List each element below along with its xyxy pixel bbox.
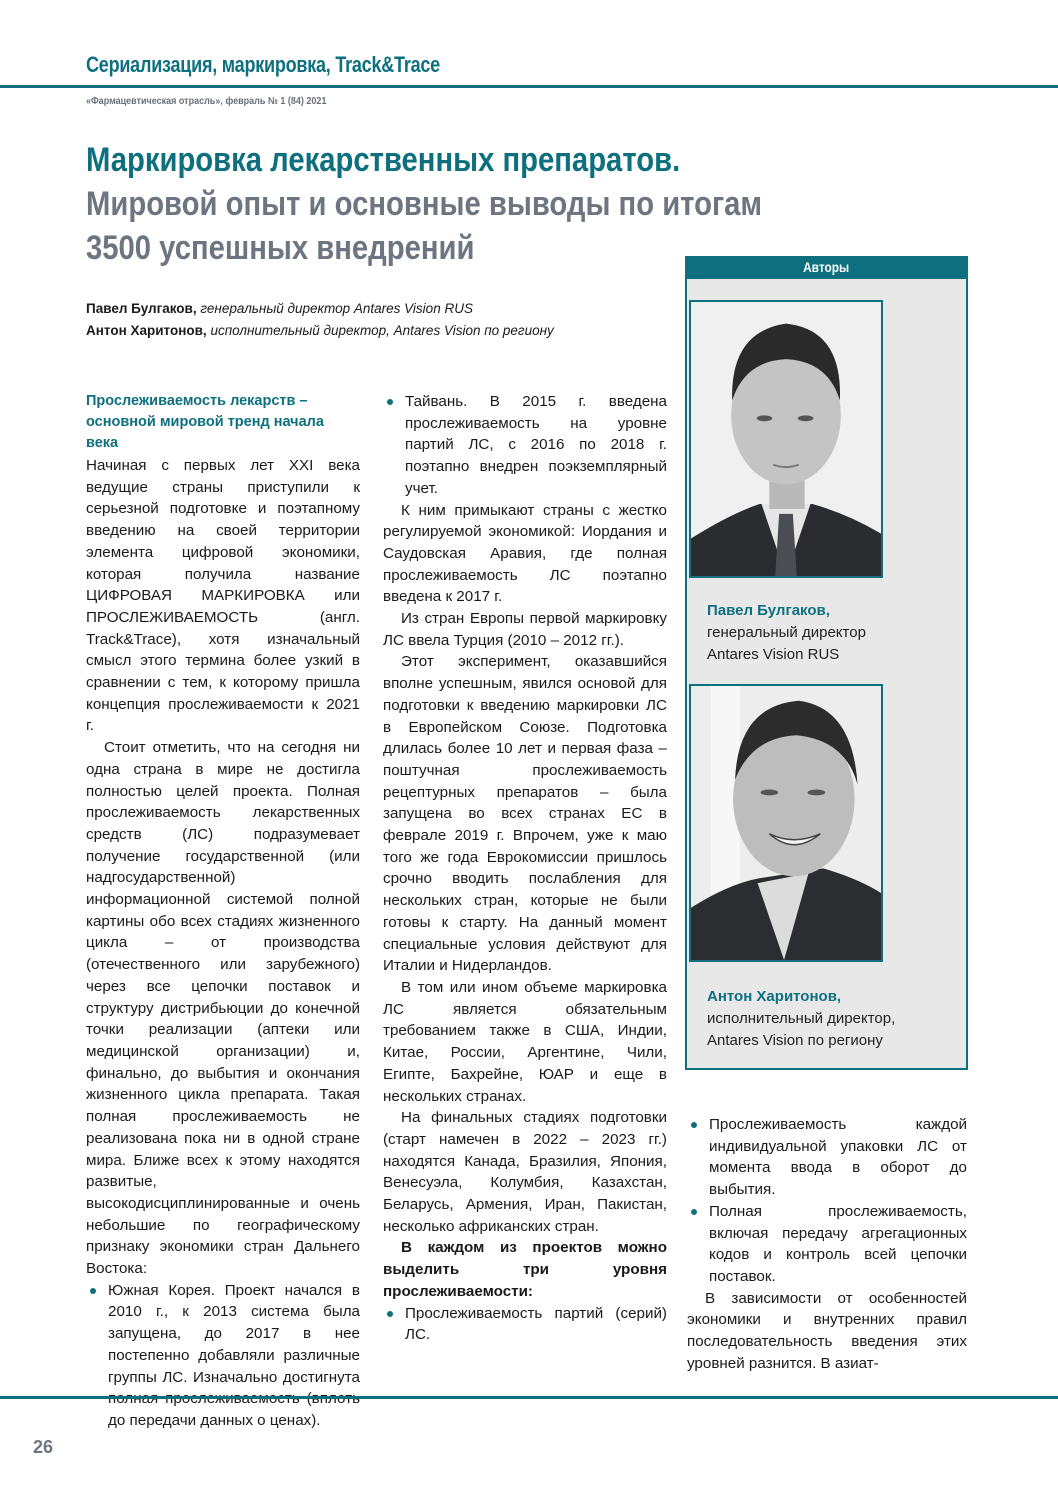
authors-sidebar — [685, 256, 968, 1070]
list-item: Прослеживаемость партий (серий) ЛС. — [383, 1303, 667, 1346]
header-divider — [0, 85, 1058, 88]
byline-author-2 — [86, 320, 554, 342]
author-photo-1 — [689, 300, 883, 578]
author-role: исполнительный директор, Antares Vision по региону — [210, 323, 554, 338]
paragraph: На финальных стадиях подготовки (старт намечен в 2022 – 2023 гг.) находятся Канада, Бразилия, Япония, Венесуэла, Колумбия, Казахстан, Беларусь, Армения, Иран, Пакистан, несколько африканских стран. — [383, 1109, 667, 1235]
column-3 — [687, 1114, 967, 1374]
page-number: 26 — [33, 1437, 54, 1457]
author-caption-1 — [707, 600, 866, 666]
byline — [86, 298, 554, 342]
author-name: Антон Харитонов, — [707, 988, 842, 1005]
author-company: Antares Vision по региону — [707, 1032, 883, 1049]
author-name: Павел Булгаков, — [86, 301, 197, 316]
title-line-2: Мировой опыт и основные выводы по итогам — [86, 185, 763, 223]
paragraph: Из стран Европы первой маркировку ЛС ввела Турция (2010 – 2012 гг.). — [383, 610, 667, 649]
paragraph: В зависимости от особенностей экономики и внутренних правил последовательность введения этих уровней разнится. В азиат- — [687, 1289, 967, 1372]
country-list-continued — [383, 391, 667, 500]
footer-divider — [0, 1396, 1058, 1399]
author-name: Павел Булгаков, — [707, 602, 830, 619]
section-subheading: Прослеживаемость лекарств – основной мировой тренд начала века — [86, 393, 324, 451]
levels-list-continued — [687, 1114, 967, 1288]
paragraph: В том или ином объеме маркировка ЛС является обязательным требованием также в США, Индии, Китае, России, Аргентине, Чили, Египте, Бахрейне, ЮАР и еще в нескольких странах. — [383, 978, 667, 1105]
author-company: Antares Vision RUS — [707, 646, 840, 663]
paragraph: Начиная с первых лет XXI века ведущие страны приступили к серьезной подготовке и поэтапному введению на своей территории элемента цифровой экономики, которая получила название ЦИФРОВАЯ МАРКИРОВКА или ПРОСЛЕЖИВАЕМОСТЬ (англ. Track&Trace), хотя изначальный смысл этого термина более узкий в сравнении с тем, к которому пришла концепция прослеживаемости к 2021 г. — [86, 457, 360, 735]
section-title: Сериализация, маркировка, Track&Trace — [86, 52, 440, 77]
paragraph: К ним примыкают страны с жестко регулируемой экономикой: Иордания и Саудовская Аравия, где полная прослеживаемость ЛС поэтапно введена к 2017 г. — [383, 501, 667, 606]
list-item: Полная прослеживаемость, включая передачу агрегационных кодов и контроль всей цепочки поставок. — [687, 1201, 967, 1288]
author-caption-2 — [707, 986, 895, 1052]
title-line-3: 3500 успешных внедрений — [86, 229, 475, 267]
author-role: генеральный директор — [707, 624, 866, 641]
paragraph: Этот эксперимент, оказавшийся вполне успешным, явился основой для подготовки к введению маркировки ЛС в Европейском Союзе. Подготовка длилась более 10 лет и первая фаза – поштучная прослеживаемость рецептурных препаратов – была запущена во всех странах ЕС в феврале 2019 г. Впрочем, уже к маю того же года Еврокомиссии пришлось срочно вводить послабления для нескольких стран, которые не были готовы к старту. На данный момент специальные условия действуют для Италии и Нидерландов. — [383, 653, 667, 975]
list-item: Прослеживаемость каждой индивидуальной упаковки ЛС от момента ввода в оборот до выбытия. — [687, 1114, 967, 1201]
column-2 — [383, 391, 667, 1346]
country-list — [86, 1280, 360, 1432]
title-line-1: Маркировка лекарственных препаратов. — [86, 141, 681, 179]
article-title — [86, 138, 762, 270]
author-role: генеральный директор Antares Vision RUS — [200, 301, 473, 316]
byline-author-1 — [86, 298, 554, 320]
author-name: Антон Харитонов, — [86, 323, 207, 338]
list-item: Тайвань. В 2015 г. введена прослеживаемость на уровне партий ЛС, с 2016 по 2018 г. поэтапно внедрен поэкземплярный учет. — [383, 391, 667, 500]
sidebar-heading: Авторы — [685, 256, 968, 279]
bold-paragraph: В каждом из проектов можно выделить три уровня прослеживаемости: — [383, 1239, 667, 1300]
issue-line: «Фармацевтическая отрасль», февраль № 1 (84) 2021 — [86, 96, 327, 107]
portrait-image — [691, 686, 881, 960]
author-role: исполнительный директор, — [707, 1010, 896, 1027]
list-item: Южная Корея. Проект начался в 2010 г., к 2013 система была запущена, до 2017 в нее постепенно добавляли различные группы ЛС. Изначально достигнута до передачи данных о ценах). — [86, 1280, 360, 1432]
portrait-image — [691, 302, 881, 576]
author-photo-2 — [689, 684, 883, 962]
column-1 — [86, 391, 360, 1432]
levels-list — [383, 1303, 667, 1346]
paragraph: Стоит отметить, что на сегодня ни одна страна в мире не достигла полностью целей проекта. Полная прослеживаемость лекарственных средств (ЛС) подразумевает получение государственной (или надгосударственной) информационной системой полной картины обо всех стадиях жизненного цикла – от производства (отечественного или зарубежного) через все цепочки поставок и структуру дистрибьюции до конечной точки реализации (аптеки или медицинской организации) и, финально, до выбытия и окончания жизненного цикла препарата. Такая полная прослеживаемость не реализована пока ни в одной стране мира. Ближе всех к этому находятся развитые, высокодисциплинированные и очень небольшие по географическому признаку экономики стран Дальнего Востока: — [86, 739, 360, 1278]
